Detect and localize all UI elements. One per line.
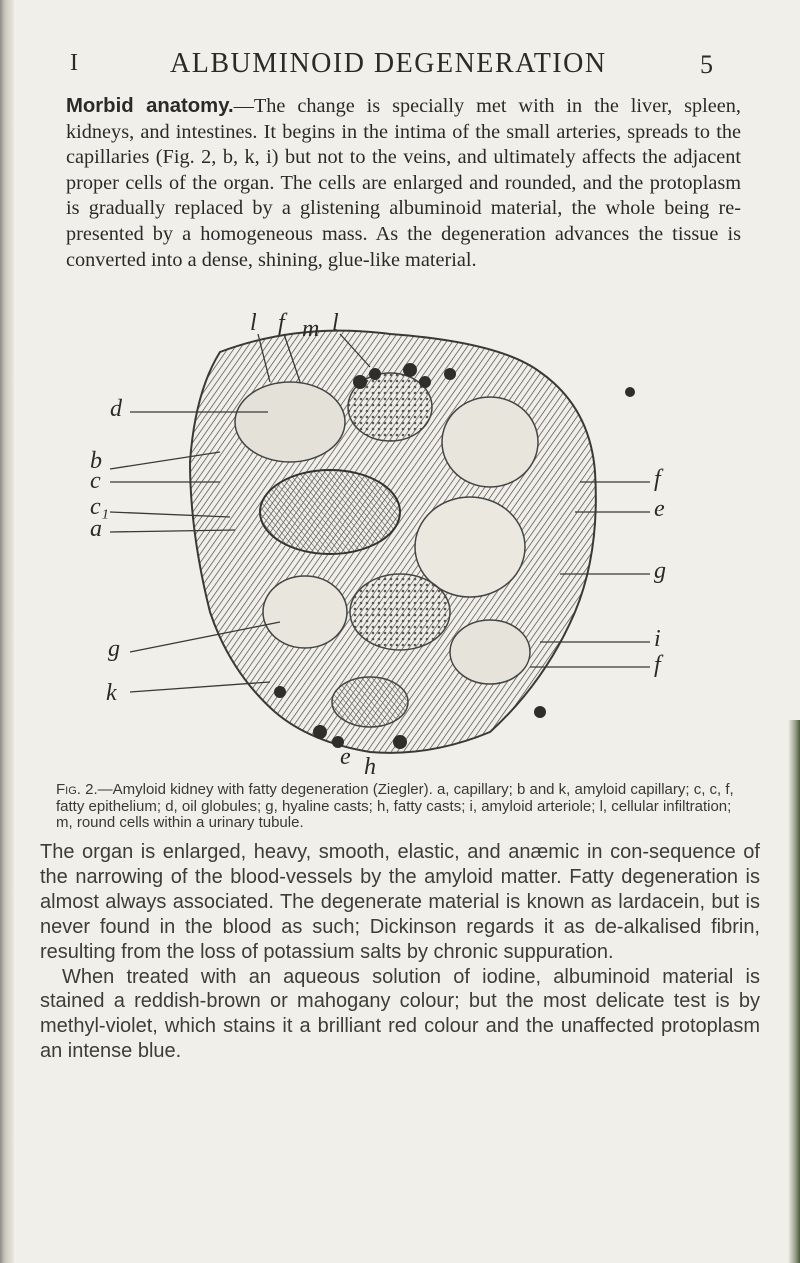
figure-label-k: k bbox=[106, 680, 117, 706]
kidney-illustration bbox=[70, 312, 730, 777]
page-right-edge bbox=[788, 720, 800, 1263]
figure-label-i: i bbox=[654, 626, 661, 652]
figure-label-e: e bbox=[654, 496, 665, 522]
tubule bbox=[332, 677, 408, 727]
figure-label-e: e bbox=[340, 744, 351, 770]
figure-label-c: c bbox=[90, 468, 101, 494]
figure-label-d: d bbox=[110, 396, 122, 422]
tubule bbox=[235, 382, 345, 462]
morbid-anatomy-paragraph bbox=[66, 94, 741, 273]
figure-label-b: b bbox=[90, 448, 102, 474]
running-header bbox=[0, 46, 800, 86]
tubule bbox=[442, 397, 538, 487]
figure-label-h: h bbox=[364, 754, 376, 777]
body-text bbox=[40, 840, 760, 1064]
figure-caption bbox=[56, 782, 746, 832]
figure-label-l: l bbox=[332, 312, 339, 336]
figure-label-g: g bbox=[654, 558, 666, 584]
figure-label-a: a bbox=[90, 516, 102, 542]
body-paragraph: The organ is enlarged, heavy, smooth, elastic, and anæmic in con-sequence of the narrowing of the blood-vessels by the amyloid matter. Fatty degeneration is almost always associated. The degenerate material is known as lardacein, but is never found in the blood as such; Dickinson regards it as de-alkalised fibrin, resulting from the loss of potassium salts by chronic suppuration. bbox=[40, 841, 760, 963]
figure-caption-text: —Amyloid kidney with fatty degeneration (Ziegler). a, capillary; b and k, amyloid capillary; c, c, f, fatty epithelium; d, oil globules; g, hyaline casts; h, fatty casts; i, amyloid arteriole; l, cellular infiltration; m, round cells within a urinary tubule. bbox=[56, 781, 734, 831]
section-heading: Morbid anatomy. bbox=[66, 95, 234, 117]
figure-label-g: g bbox=[108, 636, 120, 662]
chapter-number: I bbox=[70, 50, 79, 76]
body-paragraph: When treated with an aqueous solution of iodine, albuminoid material is stained a reddish-brown or mahogany colour; but the most delicate test is by methyl-violet, which stains it a brilliant red colour and the unaffected protoplasm an intense blue. bbox=[40, 965, 760, 1063]
section-text: —The change is specially met with in the liver, spleen, kidneys, and intestines. It begins in the intima of the small arteries, spreads to the capillaries (Fig. 2, b, k, i) but not to the veins, and ultimately affects the adjacent proper cells of the organ. The cells are enlarged and rounded, and the protoplasm is gradually replaced by a glistening albuminoid material, the whole being re-presented by a homogeneous mass. As the degeneration advances the tissue is converted into a dense, shining, glue-like material. bbox=[66, 95, 741, 271]
figure-label-f: f bbox=[654, 466, 661, 492]
figure-label-f: f bbox=[278, 312, 285, 336]
page-binding-edge bbox=[0, 0, 14, 1263]
figure-label-m: m bbox=[302, 316, 320, 342]
figure-label-f: f bbox=[654, 652, 661, 678]
figure-label-c1: c₁ bbox=[90, 494, 109, 520]
figure-label-l: l bbox=[250, 312, 257, 336]
tubule bbox=[450, 620, 530, 684]
tubule bbox=[263, 576, 347, 648]
tubule bbox=[350, 574, 450, 650]
tubule bbox=[260, 470, 400, 554]
figure-caption-label: Fig. 2. bbox=[56, 781, 98, 798]
kidney-figure bbox=[70, 312, 730, 777]
running-title: ALBUMINOID DEGENERATION bbox=[170, 48, 607, 79]
page-number: 5 bbox=[700, 50, 713, 79]
